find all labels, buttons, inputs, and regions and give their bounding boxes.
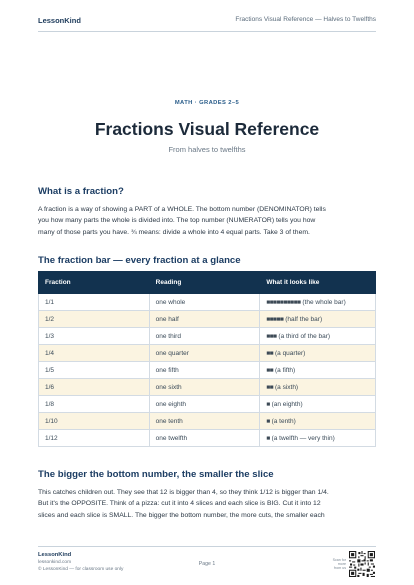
- table-row: [39, 311, 376, 328]
- table-row: [39, 430, 376, 447]
- fraction-cell: 1/1: [39, 294, 150, 311]
- visual-cell: [260, 328, 376, 345]
- reading-cell: one fifth: [149, 362, 260, 379]
- header-divider: [38, 31, 376, 32]
- table-row: [39, 345, 376, 362]
- visual-note: (half the bar): [285, 315, 323, 323]
- page-title: Fractions Visual Reference: [94, 119, 320, 139]
- reading-cell: one whole: [149, 294, 260, 311]
- reading-cell: one half: [149, 311, 260, 328]
- reading-cell: one sixth: [149, 379, 260, 396]
- footer-brand: LessonKind: [38, 552, 72, 558]
- fraction-cell: 1/2: [39, 311, 150, 328]
- qr-caption-line: more from us: [334, 562, 346, 571]
- visual-cell: [260, 430, 376, 447]
- paragraph-line: you how many parts the whole is divided into. The top number (NUMERATOR) tells you how: [38, 217, 316, 225]
- visual-cell: [260, 345, 376, 362]
- table-header-row: [39, 272, 376, 294]
- fraction-blocks: ■: [266, 417, 270, 425]
- reading-cell: one twelfth: [149, 430, 260, 447]
- paragraph-line: A fraction is a way of showing a PART of a WHOLE. The bottom number (DENOMINATOR) tells: [38, 206, 326, 213]
- brand-logo-text[interactable]: LessonKind: [38, 16, 81, 25]
- column-header-fraction: Fraction: [39, 272, 150, 294]
- fraction-cell: 1/12: [39, 430, 150, 447]
- fraction-table: [38, 271, 376, 447]
- section-paragraph-what-is-fraction: [38, 204, 378, 238]
- page-number: Page 1: [198, 561, 216, 567]
- reading-cell: one quarter: [149, 345, 260, 362]
- fraction-blocks: ■■: [266, 349, 274, 357]
- table-row: [39, 413, 376, 430]
- visual-note: (a twelfth — very thin): [271, 434, 335, 442]
- visual-cell: [260, 362, 376, 379]
- fraction-blocks: ■■■: [266, 332, 277, 340]
- reading-cell: one eighth: [149, 396, 260, 413]
- table-row: [39, 362, 376, 379]
- fraction-blocks: ■■: [266, 366, 274, 374]
- fraction-blocks: ■: [266, 434, 270, 442]
- visual-cell: [260, 413, 376, 430]
- qr-caption: [332, 558, 346, 571]
- subject-eyebrow: MATH · GRADES 2–5: [174, 100, 240, 106]
- reading-cell: one tenth: [149, 413, 260, 430]
- fraction-blocks: ■■: [266, 383, 274, 391]
- paragraph-line: But it's the OPPOSITE. Think of a pizza: cut it into 4 slices and each slice is BIG. Cut it into 12: [38, 500, 321, 508]
- visual-note: (a fifth): [274, 366, 296, 374]
- fraction-blocks: ■: [266, 400, 270, 408]
- fraction-cell: 1/8: [39, 396, 150, 413]
- fraction-cell: 1/6: [39, 379, 150, 396]
- reading-cell: one third: [149, 328, 260, 345]
- visual-note: (a sixth): [274, 383, 299, 391]
- section-heading-what-is-fraction: What is a fraction?: [38, 186, 124, 197]
- visual-cell: [260, 294, 376, 311]
- section-paragraph-bigger-bottom: [38, 487, 378, 521]
- visual-cell: [260, 396, 376, 413]
- visual-note: (the whole bar): [302, 298, 346, 306]
- table-row: [39, 396, 376, 413]
- visual-note: (a third of the bar): [278, 332, 331, 340]
- table-row: [39, 379, 376, 396]
- fraction-cell: 1/3: [39, 328, 150, 345]
- fraction-cell: 1/4: [39, 345, 150, 362]
- table-row: [39, 294, 376, 311]
- visual-cell: [260, 311, 376, 328]
- fraction-blocks: ■■■■■: [266, 315, 284, 323]
- column-header-reading: Reading: [149, 272, 260, 294]
- visual-note: (a tenth): [271, 417, 296, 425]
- visual-note: (a quarter): [274, 349, 306, 357]
- section-heading-fraction-bar: The fraction bar — every fraction at a glance: [38, 255, 241, 266]
- paragraph-line: slices and each slice is SMALL. The bigger the bottom number, the more cuts, the smaller each: [38, 511, 325, 519]
- qr-code-icon[interactable]: [349, 551, 375, 577]
- paragraph-line: This catches children out. They see that 12 is bigger than 4, so they think 1/12 is bigger than 1/4.: [38, 489, 329, 496]
- footer-copyright: © LessonKind — for classroom use only: [38, 567, 124, 572]
- fraction-cell: 1/10: [39, 413, 150, 430]
- qr-caption-line: Scan for: [332, 558, 346, 562]
- footer-divider: [38, 546, 376, 547]
- visual-note: (an eighth): [271, 400, 303, 408]
- footer-url-link[interactable]: lessonkind.com: [38, 560, 72, 565]
- table-row: [39, 328, 376, 345]
- visual-cell: [260, 379, 376, 396]
- fraction-blocks: ■■■■■■■■■■: [266, 298, 301, 306]
- running-head: Fractions Visual Reference — Halves to Twelfths: [235, 16, 376, 23]
- page-subtitle: From halves to twelfths: [168, 145, 246, 154]
- fraction-cell: 1/5: [39, 362, 150, 379]
- column-header-looks-like: What it looks like: [260, 272, 376, 294]
- paragraph-line: many of those parts you have. ¾ means: divide a whole into 4 equal parts. Take 3 of them.: [38, 228, 310, 236]
- page-header: [0, 0, 414, 40]
- section-heading-bigger-bottom: The bigger the bottom number, the smaller the slice: [38, 469, 274, 480]
